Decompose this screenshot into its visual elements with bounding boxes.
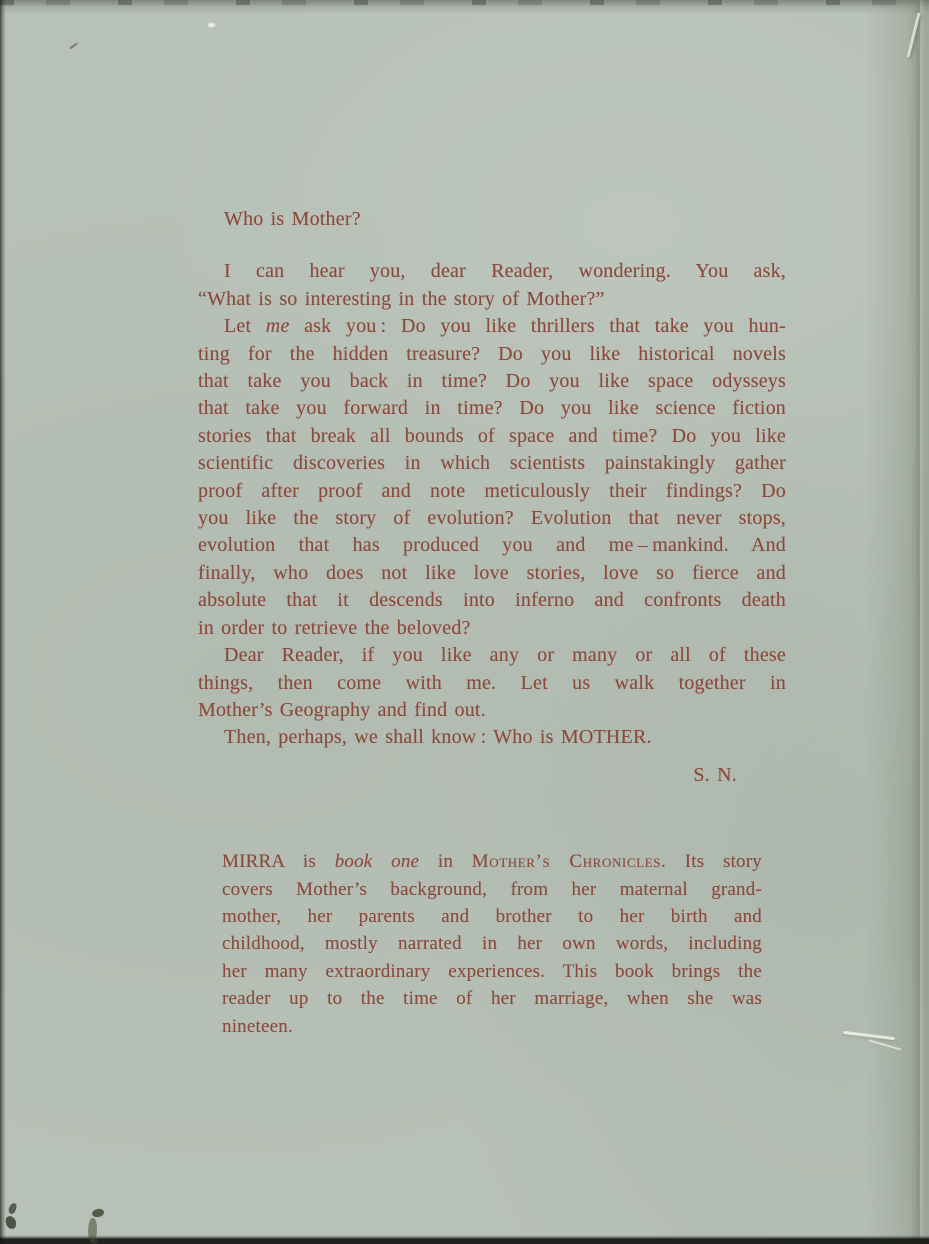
text-segment: . Its story [661, 851, 762, 873]
text-line [198, 313, 786, 340]
text-segment: reader up to the time of her marriage, when she was [222, 988, 762, 1010]
text-line [198, 532, 786, 559]
text-segment: Dear Reader, if you like any or many or all of these [224, 644, 786, 667]
text-line [198, 450, 786, 477]
text-segment: that take you forward in time? Do you like science fiction [198, 397, 786, 420]
text-line [198, 587, 786, 614]
text-line [222, 985, 762, 1012]
text-line [198, 724, 786, 751]
cover-paragraphs [198, 258, 786, 751]
text-segment: MIRRA is [222, 851, 335, 873]
text-segment: proof after proof and note meticulously their findings? Do [198, 479, 786, 502]
text-segment: Mother’s Geography and find out. [198, 698, 486, 721]
text-segment: absolute that it descends into inferno and confronts death [198, 589, 786, 612]
text-segment: Let [224, 315, 266, 338]
text-segment: her many extraordinary experiences. This book brings the [222, 960, 762, 982]
text-segment: “What is so interesting in the story of Mother?” [198, 287, 605, 310]
text-line [198, 395, 786, 422]
text-segment: me [265, 315, 290, 338]
text-line [222, 876, 762, 903]
text-line [198, 286, 786, 313]
cover-text-block [198, 0, 786, 1040]
text-segment: mother, her parents and brother to her birth and [222, 905, 762, 927]
text-line [198, 615, 786, 642]
ink-smudge [5, 1215, 17, 1230]
paragraph [198, 313, 786, 642]
text-segment: I can hear you, dear Reader, wondering. You ask, [224, 260, 786, 283]
ink-smudge [90, 1238, 98, 1244]
tiny-scratch-mark [69, 43, 78, 50]
text-line [198, 697, 786, 724]
text-segment: you like the story of evolution? Evolution that never stops, [198, 507, 786, 530]
text-line [198, 423, 786, 450]
text-segment: childhood, mostly narrated in her own words, including [222, 933, 762, 955]
book-blurb [222, 848, 762, 1040]
ink-smudge [92, 1208, 105, 1218]
text-line [198, 670, 786, 697]
text-segment: book one [334, 851, 420, 873]
text-segment: covers Mother’s background, from her maternal grand- [222, 878, 762, 900]
scan-edge-bottom [0, 1235, 929, 1244]
text-segment: in [419, 851, 472, 873]
text-line [198, 368, 786, 395]
text-segment: finally, who does not like love stories, love so fierce and [198, 561, 786, 584]
paragraph [198, 724, 786, 751]
text-line [198, 341, 786, 368]
ink-smudge [7, 1202, 17, 1215]
text-segment: scientific discoveries in which scientists painstakingly gather [198, 452, 786, 475]
text-line [198, 560, 786, 587]
text-line [222, 958, 762, 985]
text-line [198, 478, 786, 505]
scan-edge-left [0, 0, 6, 1244]
right-crease-line [916, 0, 920, 1244]
text-line [222, 848, 762, 875]
text-line [222, 1013, 762, 1040]
author-initials: S. N. [693, 763, 737, 786]
cover-heading: Who is Mother? [224, 208, 361, 230]
paragraph [198, 642, 786, 724]
text-segment: ting for the hidden treasure? Do you like historical novels [198, 342, 786, 365]
text-line [198, 258, 786, 285]
text-segment: nineteen. [222, 1015, 293, 1037]
text-line [222, 930, 762, 957]
text-segment: Mother’s Chronicles [471, 851, 662, 873]
text-segment: in order to retrieve the beloved? [198, 616, 471, 639]
text-line [198, 505, 786, 532]
text-segment: ask you : Do you like thrillers that take you hun- [289, 315, 786, 338]
text-segment: things, then come with me. Let us walk together in [198, 671, 786, 694]
text-segment: evolution that has produced you and me – mankind. And [198, 534, 786, 557]
text-line [222, 903, 762, 930]
text-segment: stories that break all bounds of space and time? Do you like [198, 424, 786, 447]
text-line [198, 642, 786, 669]
text-segment: Then, perhaps, we shall know : Who is MOTHER. [224, 726, 652, 749]
text-segment: that take you back in time? Do you like space odysseys [198, 370, 786, 393]
paragraph [198, 258, 786, 313]
